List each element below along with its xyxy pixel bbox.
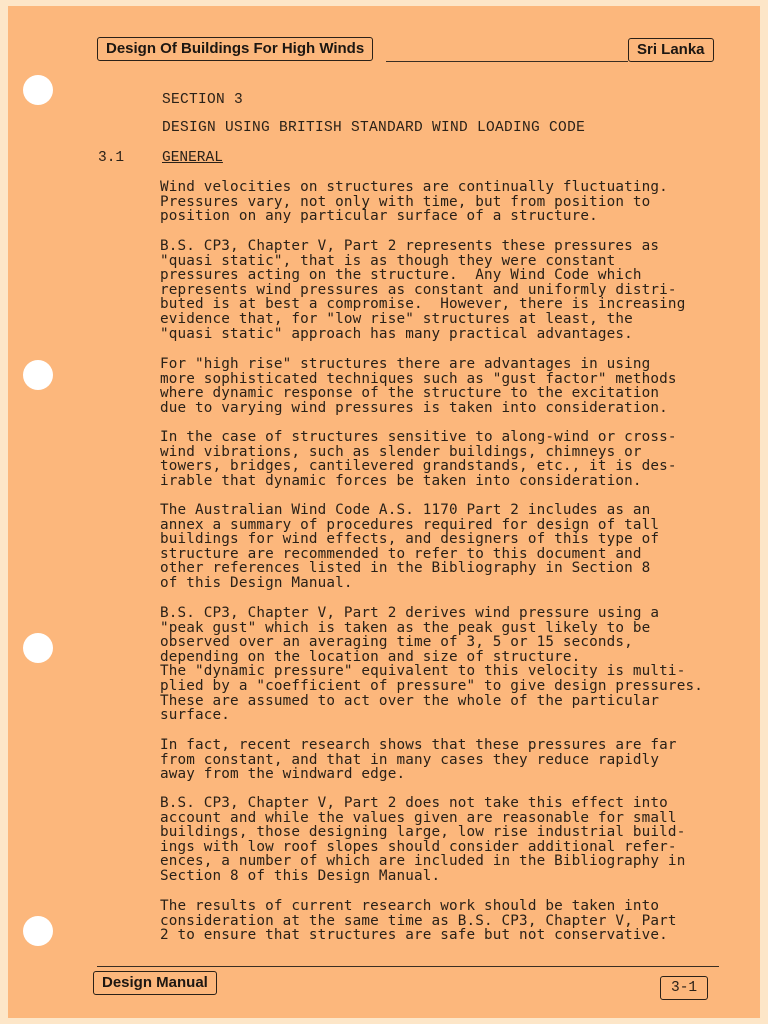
footer-label: Design Manual — [93, 971, 217, 995]
paragraph-8: B.S. CP3, Chapter V, Part 2 does not take this effect into account and while the values given are reasonable for small buildings, those designing large, low rise industrial build- ings with low roof slopes should consider additional refer- ences, a number of which are included in the Bibliography in Section 8 of this Design Manual. — [160, 795, 686, 884]
section-heading: SECTION 3 — [162, 92, 244, 108]
paragraph-4: In the case of structures sensitive to along-wind or cross- wind vibrations, such as slender buildings, chimneys or towers, bridges, cantilevered grandstands, etc., it is des- irable that dynamic forces be taken into consideration. — [160, 429, 677, 489]
binder-hole — [23, 916, 53, 946]
subsection-number: 3.1 — [98, 150, 125, 166]
paragraph-6: B.S. CP3, Chapter V, Part 2 derives wind pressure using a "peak gust" which is taken as the peak gust likely to be observed over an averaging time of 3, 5 or 15 seconds, depending on the location and size of structure. The "dynamic pressure" equivalent to this velocity is multi- plied by a "coefficient of pressure" to give design pressures. These are assumed to act over the whole of the particular surface. — [160, 605, 703, 724]
page-number: 3-1 — [660, 976, 708, 1000]
header-country: Sri Lanka — [628, 38, 714, 62]
section-title: DESIGN USING BRITISH STANDARD WIND LOADING CODE — [162, 120, 586, 136]
paragraph-7: In fact, recent research shows that these pressures are far from constant, and that in many cases they reduce rapidly away from the windward edge. — [160, 737, 677, 783]
binder-hole — [23, 75, 53, 105]
footer-rule — [97, 966, 719, 967]
subsection-title: GENERAL — [162, 150, 223, 166]
binder-hole — [23, 360, 53, 390]
header-rule — [386, 61, 628, 62]
paragraph-1: Wind velocities on structures are continually fluctuating. Pressures vary, not only with time, but from position to position on any particular surface of a structure. — [160, 179, 668, 225]
binder-hole — [23, 633, 53, 663]
paragraph-3: For "high rise" structures there are advantages in using more sophisticated techniques such as "gust factor" methods where dynamic response of the structure to the excitation due to varying wind pressures is taken into consideration. — [160, 356, 677, 416]
paragraph-5: The Australian Wind Code A.S. 1170 Part 2 includes as an annex a summary of procedures required for design of tall buildings for wind effects, and designers of this type of structure are recommended to refer to this document and other references listed in the Bibliography in Section 8 of this Design Manual. — [160, 502, 660, 591]
header-title: Design Of Buildings For High Winds — [97, 37, 373, 61]
paragraph-2: B.S. CP3, Chapter V, Part 2 represents these pressures as "quasi static", that is as though they were constant pressures acting on the structure. Any Wind Code which represents wind pressures as constant and uniformly distri- buted is at best a compromise. However, there is increasing evidence that, for "low rise" structures at least, the "quasi static" approach has many practical advantages. — [160, 238, 686, 342]
paragraph-9: The results of current research work should be taken into consideration at the same time as B.S. CP3, Chapter V, Part 2 to ensure that structures are safe but not conservative. — [160, 898, 677, 944]
